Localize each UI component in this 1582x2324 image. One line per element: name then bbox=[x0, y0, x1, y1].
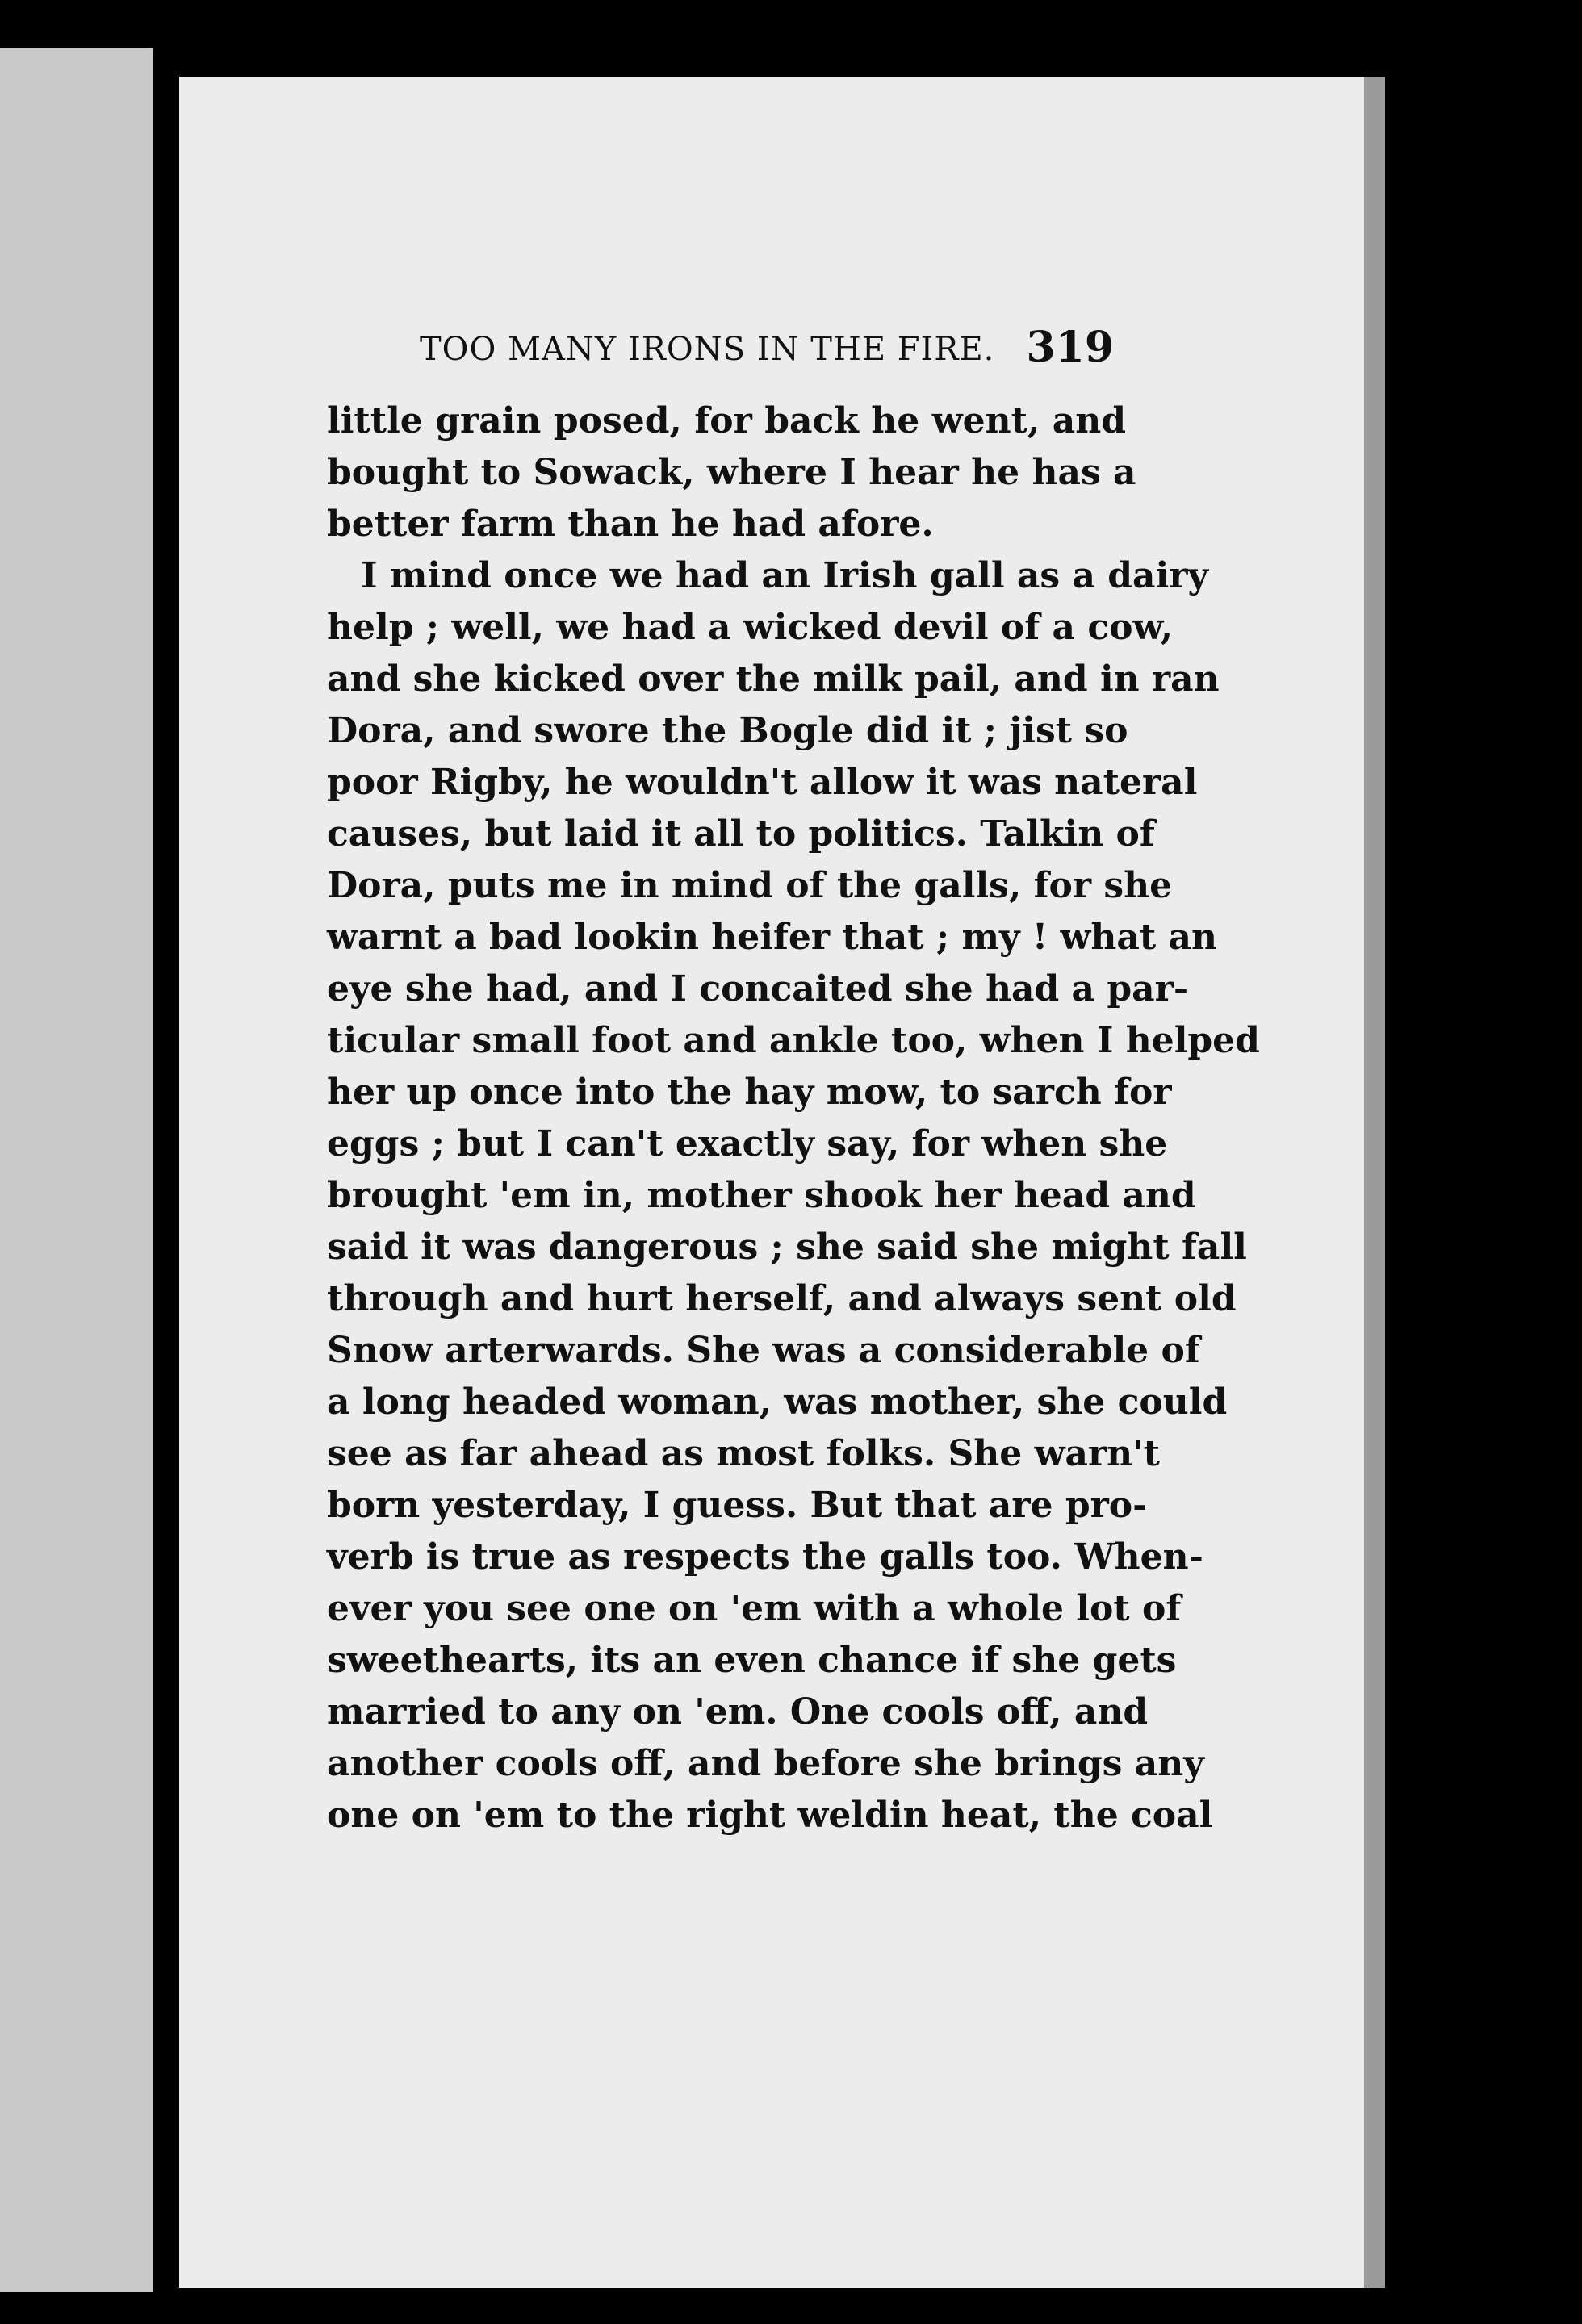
text-line: poor Rigby, he wouldn't allow it was nateral bbox=[327, 762, 1198, 803]
book-gutter bbox=[153, 0, 179, 2324]
body-text bbox=[327, 395, 1260, 1841]
left-page-fragment bbox=[0, 48, 153, 2292]
text-line: eggs ; but I can't exactly say, for when she bbox=[327, 1123, 1168, 1164]
running-head-title: TOO MANY IRONS IN THE FIRE. bbox=[420, 331, 995, 368]
text-line: through and hurt herself, and always sent old bbox=[327, 1278, 1237, 1319]
text-line: said it was dangerous ; she said she might fall bbox=[327, 1227, 1247, 1268]
text-line: another cools off, and before she brings any bbox=[327, 1743, 1204, 1784]
text-line: married to any on 'em. One cools off, and bbox=[327, 1691, 1149, 1733]
text-line: Dora, puts me in mind of the galls, for she bbox=[327, 865, 1173, 906]
text-line: warnt a bad lookin heifer that ; my ! what an bbox=[327, 917, 1218, 958]
text-line: sweethearts, its an even chance if she gets bbox=[327, 1640, 1177, 1681]
text-line: help ; well, we had a wicked devil of a cow, bbox=[327, 607, 1174, 648]
page-number: 319 bbox=[1026, 323, 1114, 372]
text-line: eye she had, and I concaited she had a par- bbox=[327, 968, 1189, 1009]
text-line: causes, but laid it all to politics. Talkin of bbox=[327, 813, 1155, 855]
text-line: ever you see one on 'em with a whole lot of bbox=[327, 1588, 1182, 1629]
text-line: brought 'em in, mother shook her head and bbox=[327, 1175, 1196, 1216]
text-line: see as far ahead as most folks. She warn't bbox=[327, 1433, 1160, 1474]
text-line: better farm than he had afore. bbox=[327, 504, 934, 545]
text-line: born yesterday, I guess. But that are pro- bbox=[327, 1485, 1148, 1526]
text-line: bought to Sowack, where I hear he has a bbox=[327, 452, 1136, 493]
text-line: one on 'em to the right weldin heat, the coal bbox=[327, 1795, 1213, 1836]
text-line: I mind once we had an Irish gall as a dairy bbox=[361, 555, 1209, 596]
text-line: little grain posed, for back he went, and bbox=[327, 400, 1126, 441]
page-edge bbox=[1364, 77, 1385, 2288]
text-line: a long headed woman, was mother, she could bbox=[327, 1381, 1228, 1423]
text-line: Dora, and swore the Bogle did it ; jist so bbox=[327, 710, 1128, 751]
text-line: and she kicked over the milk pail, and in ran bbox=[327, 658, 1220, 700]
text-line: Snow arterwards. She was a considerable of bbox=[327, 1330, 1200, 1371]
running-head bbox=[420, 321, 1114, 378]
text-line: ticular small foot and ankle too, when I helped bbox=[327, 1020, 1260, 1061]
text-line: verb is true as respects the galls too. When- bbox=[327, 1536, 1203, 1578]
text-line: her up once into the hay mow, to sarch for bbox=[327, 1072, 1172, 1113]
